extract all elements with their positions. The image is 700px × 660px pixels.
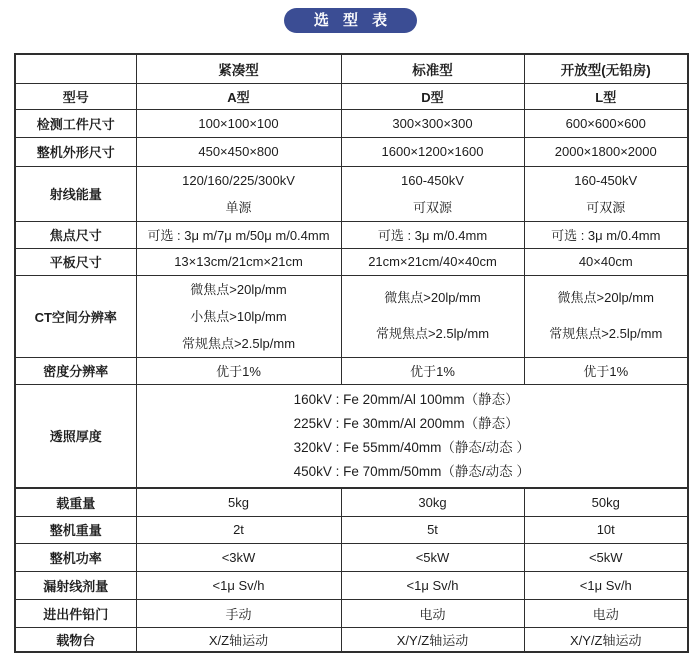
cell-line: 225kV : Fe 30mm/Al 200mm（静态） xyxy=(293,415,519,431)
cell-line: 160-450kV xyxy=(574,172,638,188)
row-machine-weight xyxy=(15,516,688,543)
cell-ct-l xyxy=(524,275,688,357)
cell-weight-a: 2t xyxy=(136,516,341,543)
cell-load-l: 50kg xyxy=(524,488,688,516)
header-compact-cell: 紧凑型 xyxy=(136,54,341,83)
cell-model-l: L型 xyxy=(524,83,688,109)
cell-stage-l: X/Y/Z轴运动 xyxy=(524,627,688,652)
row-penetration-thickness xyxy=(15,384,688,488)
row-label: 平板尺寸 xyxy=(15,248,136,275)
cell-workpiece-l: 600×600×600 xyxy=(524,109,688,137)
row-lead-door xyxy=(15,599,688,627)
cell-line: 120/160/225/300kV xyxy=(182,172,295,188)
row-ray-energy xyxy=(15,166,688,221)
row-label: 型号 xyxy=(15,83,136,109)
cell-density-a: 优于1% xyxy=(136,357,341,384)
cell-power-a: <3kW xyxy=(136,543,341,571)
row-focus-size xyxy=(15,221,688,248)
row-label: 载物台 xyxy=(15,627,136,652)
cell-thickness-merged xyxy=(136,384,688,488)
row-label: 漏射线剂量 xyxy=(15,571,136,599)
cell-stage-d: X/Y/Z轴运动 xyxy=(341,627,524,652)
row-label: CT空间分辨率 xyxy=(15,275,136,357)
cell-panel-a: 13×13cm/21cm×21cm xyxy=(136,248,341,275)
cell-model-d: D型 xyxy=(341,83,524,109)
cell-density-l: 优于1% xyxy=(524,357,688,384)
cell-door-d: 电动 xyxy=(341,599,524,627)
cell-workpiece-a: 100×100×100 xyxy=(136,109,341,137)
row-load-capacity xyxy=(15,488,688,516)
row-label: 整机重量 xyxy=(15,516,136,543)
cell-line: 可双源 xyxy=(412,199,452,215)
row-label: 载重量 xyxy=(15,488,136,516)
cell-line: 320kV : Fe 55mm/40mm（静态/动态 ） xyxy=(293,439,530,455)
cell-leak-l: <1μ Sv/h xyxy=(524,571,688,599)
cell-line: 160-450kV xyxy=(401,172,464,188)
cell-leak-d: <1μ Sv/h xyxy=(341,571,524,599)
cell-overall-a: 450×450×800 xyxy=(136,137,341,166)
cell-line: 可双源 xyxy=(586,199,626,215)
header-row xyxy=(15,54,688,83)
row-model xyxy=(15,83,688,109)
header-standard-cell: 标准型 xyxy=(341,54,524,83)
row-label: 进出件铅门 xyxy=(15,599,136,627)
cell-workpiece-d: 300×300×300 xyxy=(341,109,524,137)
row-label: 透照厚度 xyxy=(15,384,136,488)
header-corner-cell xyxy=(15,54,136,83)
cell-line: 微焦点>20lp/mm xyxy=(557,290,654,305)
row-leakage-dose xyxy=(15,571,688,599)
cell-door-l: 电动 xyxy=(524,599,688,627)
cell-model-a: A型 xyxy=(136,83,341,109)
cell-leak-a: <1μ Sv/h xyxy=(136,571,341,599)
cell-line: 微焦点>20lp/mm xyxy=(384,290,481,305)
row-workpiece-size xyxy=(15,109,688,137)
cell-overall-d: 1600×1200×1600 xyxy=(341,137,524,166)
row-label: 整机功率 xyxy=(15,543,136,571)
row-panel-size xyxy=(15,248,688,275)
cell-line: 微焦点>20lp/mm xyxy=(190,281,287,297)
cell-door-a: 手动 xyxy=(136,599,341,627)
cell-focus-a: 可选 : 3μ m/7μ m/50μ m/0.4mm xyxy=(136,221,341,248)
cell-panel-l: 40×40cm xyxy=(524,248,688,275)
row-label: 焦点尺寸 xyxy=(15,221,136,248)
row-stage xyxy=(15,627,688,652)
selection-table xyxy=(14,53,689,653)
row-density-resolution xyxy=(15,357,688,384)
row-label: 检测工件尺寸 xyxy=(15,109,136,137)
thickness-lines xyxy=(294,388,530,484)
row-label: 射线能量 xyxy=(15,166,136,221)
cell-power-l: <5kW xyxy=(524,543,688,571)
row-label: 密度分辨率 xyxy=(15,357,136,384)
row-machine-power xyxy=(15,543,688,571)
cell-line: 常规焦点>2.5lp/mm xyxy=(375,326,490,341)
cell-line: 单源 xyxy=(225,199,252,215)
page-title: 选 型 表 xyxy=(284,8,417,33)
cell-panel-d: 21cm×21cm/40×40cm xyxy=(341,248,524,275)
row-overall-size xyxy=(15,137,688,166)
cell-line: 160kV : Fe 20mm/Al 100mm（静态） xyxy=(293,391,519,407)
cell-energy-d xyxy=(341,166,524,221)
cell-focus-d: 可选 : 3μ m/0.4mm xyxy=(341,221,524,248)
cell-focus-l: 可选 : 3μ m/0.4mm xyxy=(524,221,688,248)
cell-power-d: <5kW xyxy=(341,543,524,571)
cell-energy-a xyxy=(136,166,341,221)
cell-energy-l xyxy=(524,166,688,221)
cell-line: 小焦点>10lp/mm xyxy=(190,308,287,324)
cell-weight-d: 5t xyxy=(341,516,524,543)
cell-line: 常规焦点>2.5lp/mm xyxy=(181,335,296,351)
cell-overall-l: 2000×1800×2000 xyxy=(524,137,688,166)
cell-weight-l: 10t xyxy=(524,516,688,543)
cell-load-a: 5kg xyxy=(136,488,341,516)
cell-load-d: 30kg xyxy=(341,488,524,516)
header-open-cell: 开放型(无铅房) xyxy=(524,54,688,83)
row-label: 整机外形尺寸 xyxy=(15,137,136,166)
cell-density-d: 优于1% xyxy=(341,357,524,384)
cell-stage-a: X/Z轴运动 xyxy=(136,627,341,652)
cell-line: 450kV : Fe 70mm/50mm（静态/动态 ） xyxy=(293,463,530,479)
cell-line: 常规焦点>2.5lp/mm xyxy=(549,326,663,341)
cell-ct-a xyxy=(136,275,341,357)
cell-ct-d xyxy=(341,275,524,357)
row-ct-resolution xyxy=(15,275,688,357)
